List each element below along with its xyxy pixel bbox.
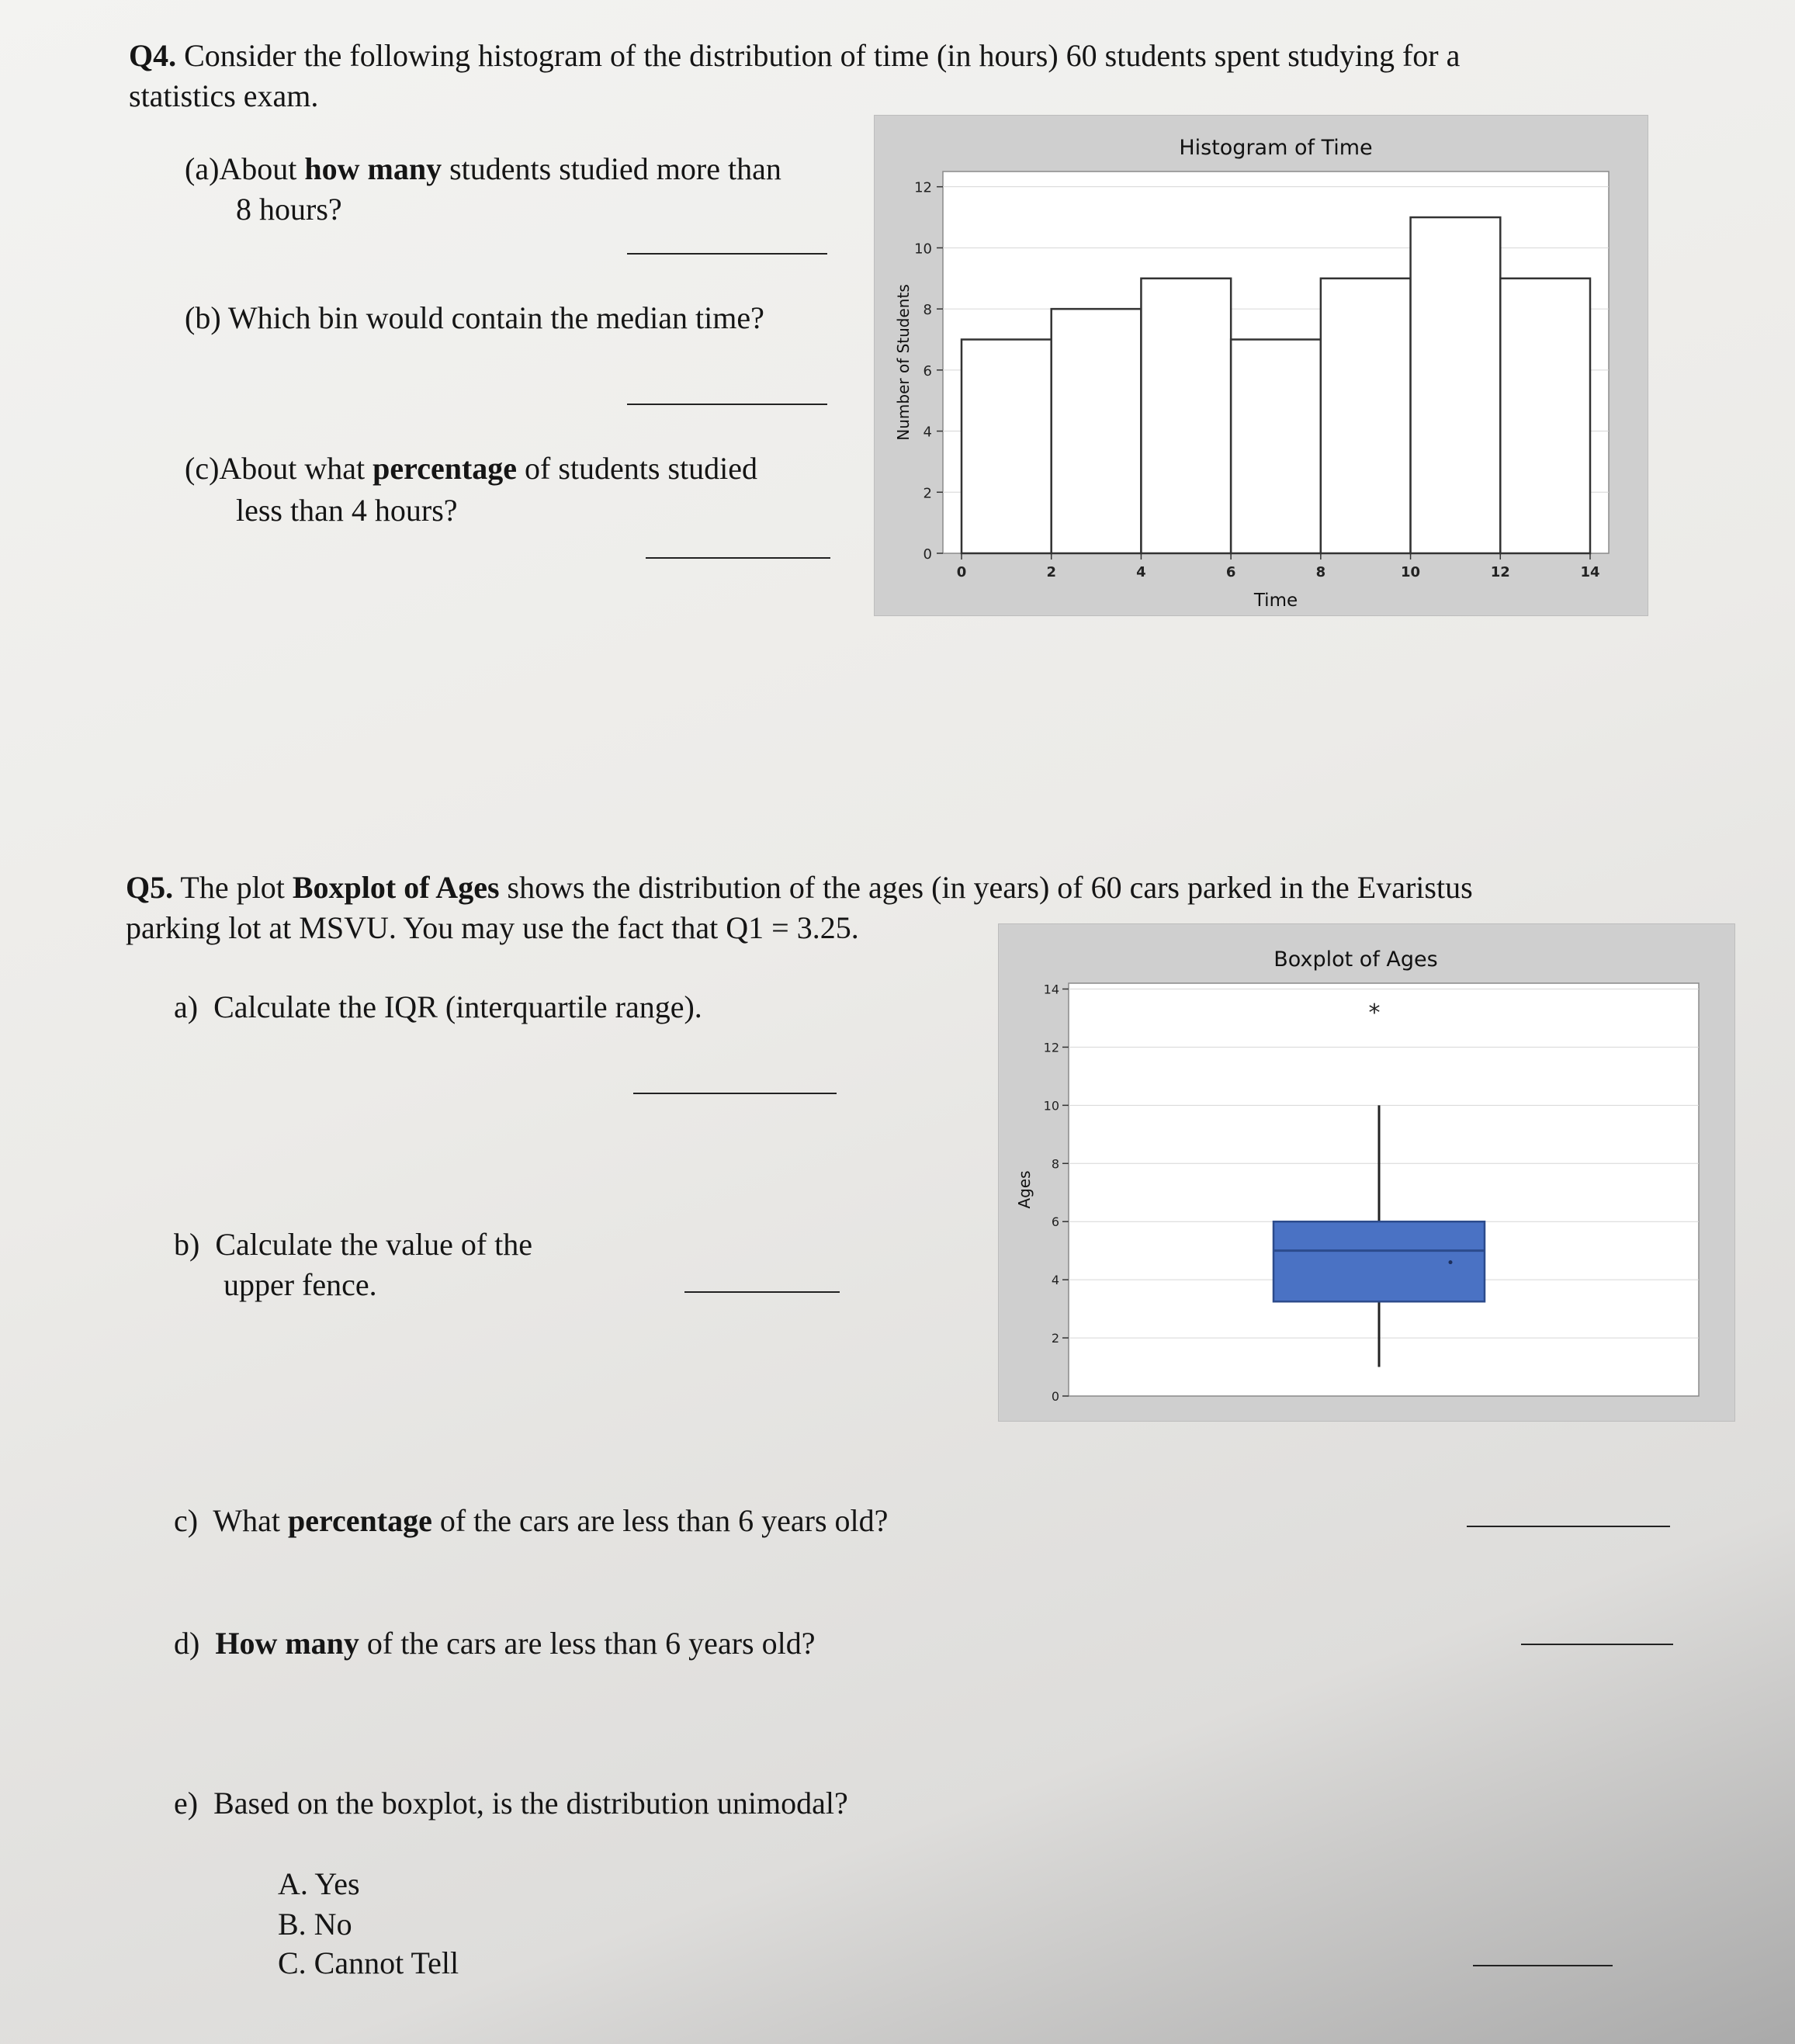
- q4c-post: of students studied: [525, 451, 758, 486]
- q5e-label: e): [174, 1786, 199, 1821]
- q5b-line2: upper fence.: [224, 1267, 377, 1302]
- q4a-bold: how many: [304, 151, 442, 186]
- histogram-x-tick-label: 8: [1315, 564, 1326, 580]
- q5b-label: b): [174, 1227, 200, 1262]
- q5e-question: [174, 1783, 848, 1824]
- q5c-answer-blank[interactable]: [1467, 1526, 1670, 1527]
- q4c-label: (c): [185, 451, 220, 486]
- q5a-answer-blank[interactable]: [633, 1093, 837, 1094]
- boxplot-chart: [999, 924, 1734, 1421]
- q5-intro-line1: [126, 868, 1473, 908]
- histogram-bar: [1321, 279, 1411, 553]
- boxplot-mean-dot: [1449, 1260, 1453, 1264]
- boxplot-plot-area: [1069, 983, 1699, 1396]
- q5e-option-b[interactable]: B. No: [278, 1907, 352, 1942]
- q5e-text: Based on the boxplot, is the distribution unimodal?: [213, 1786, 848, 1821]
- histogram-x-tick-label: 12: [1490, 564, 1510, 580]
- q5c-question: [174, 1501, 888, 1541]
- q4c-pre: About what: [219, 451, 366, 486]
- histogram-y-tick-label: 6: [923, 362, 932, 379]
- histogram-x-tick-label: 14: [1580, 564, 1600, 580]
- histogram-x-tick-label: 10: [1401, 564, 1421, 580]
- histogram-x-tick-label: 4: [1136, 564, 1146, 580]
- q4b-question: [185, 298, 764, 338]
- q5c-post: of the cars are less than 6 years old?: [439, 1503, 889, 1538]
- q5b-line1: [174, 1225, 532, 1265]
- q5d-answer-blank[interactable]: [1521, 1644, 1673, 1645]
- histogram-chart: [875, 116, 1648, 615]
- histogram-y-tick-label: 8: [923, 302, 932, 319]
- q5e-answer-blank[interactable]: [1473, 1965, 1613, 1966]
- q5b-text: Calculate the value of the: [215, 1227, 533, 1262]
- q5c-pre: What: [213, 1503, 280, 1538]
- q4c-answer-blank[interactable]: [646, 557, 830, 559]
- boxplot-y-axis-label: Ages: [1015, 1170, 1034, 1209]
- q4c-line1: [185, 449, 757, 489]
- q5d-bold: How many: [215, 1626, 359, 1661]
- q5a-text: Calculate the IQR (interquartile range).: [213, 989, 702, 1024]
- histogram-y-tick-label: 12: [914, 179, 932, 196]
- q4a-line2: 8 hours?: [236, 192, 342, 227]
- histogram-bar: [1500, 279, 1590, 553]
- q4-intro-line2: statistics exam.: [129, 78, 319, 113]
- q4c-line2: less than 4 hours?: [236, 493, 458, 528]
- q4b-text: Which bin would contain the median time?: [227, 300, 764, 335]
- histogram-bar: [1052, 309, 1142, 553]
- q5e-option-a[interactable]: A. Yes: [278, 1866, 360, 1901]
- q4-intro-text: Consider the following histogram of the distribution of time (in hours) 60 students spent studying for a: [184, 38, 1461, 73]
- boxplot-y-tick-label: 0: [1051, 1389, 1059, 1404]
- q5d-post: of the cars are less than 6 years old?: [366, 1626, 816, 1661]
- histogram-y-tick-label: 2: [923, 485, 932, 502]
- q5c-bold: percentage: [287, 1503, 432, 1538]
- histogram-panel: [874, 115, 1648, 616]
- boxplot-y-tick-label: 12: [1043, 1040, 1059, 1055]
- q4a-line1: [185, 149, 781, 189]
- q4b-answer-blank[interactable]: [627, 404, 827, 405]
- q4-number: Q4.: [129, 38, 177, 73]
- q4a-pre: About: [219, 151, 297, 186]
- histogram-x-axis-label: Time: [1253, 591, 1298, 611]
- boxplot-y-tick-label: 2: [1051, 1331, 1059, 1346]
- histogram-bar: [1231, 339, 1321, 553]
- boxplot-panel: [998, 923, 1735, 1422]
- q5-intro-pre: The plot: [180, 870, 285, 905]
- q4b-label: (b): [185, 300, 221, 335]
- q4-intro-line1: [129, 36, 1460, 76]
- q4c-bold: percentage: [373, 451, 518, 486]
- q5-intro-post: shows the distribution of the ages (in years) of 60 cars parked in the Evaristus: [507, 870, 1473, 905]
- histogram-y-tick-label: 0: [923, 546, 932, 563]
- q5c-label: c): [174, 1503, 199, 1538]
- q4a-answer-blank[interactable]: [627, 253, 827, 255]
- boxplot-outlier-marker: *: [1368, 999, 1381, 1027]
- histogram-y-tick-label: 10: [914, 241, 932, 258]
- boxplot-y-tick-label: 6: [1051, 1214, 1059, 1230]
- boxplot-title: Boxplot of Ages: [1273, 948, 1438, 972]
- histogram-x-tick-label: 6: [1225, 564, 1236, 580]
- histogram-y-tick-label: 4: [923, 424, 932, 441]
- q5e-option-c[interactable]: C. Cannot Tell: [278, 1945, 459, 1980]
- histogram-x-tick-label: 0: [956, 564, 967, 580]
- boxplot-y-tick-label: 14: [1043, 982, 1059, 997]
- q5a-label: a): [174, 989, 199, 1024]
- histogram-title: Histogram of Time: [1179, 136, 1373, 160]
- q5-intro-line2: parking lot at MSVU. You may use the fact that Q1 = 3.25.: [126, 910, 859, 945]
- histogram-bar: [962, 339, 1052, 553]
- boxplot-box: [1273, 1221, 1485, 1301]
- q5-intro-bold: Boxplot of Ages: [292, 870, 500, 905]
- q4a-post: students studied more than: [449, 151, 781, 186]
- q5d-question: [174, 1623, 815, 1664]
- q4a-label: (a): [185, 151, 220, 186]
- boxplot-y-tick-label: 8: [1051, 1156, 1059, 1172]
- q5d-label: d): [174, 1626, 200, 1661]
- histogram-bar: [1141, 279, 1231, 553]
- q5-number: Q5.: [126, 870, 174, 905]
- histogram-bar: [1411, 217, 1501, 553]
- q5b-answer-blank[interactable]: [684, 1291, 840, 1293]
- q5a-question: [174, 987, 702, 1027]
- boxplot-y-tick-label: 4: [1051, 1273, 1059, 1288]
- histogram-y-axis-label: Number of Students: [894, 284, 913, 441]
- boxplot-y-tick-label: 10: [1043, 1098, 1059, 1114]
- histogram-x-tick-label: 2: [1046, 564, 1056, 580]
